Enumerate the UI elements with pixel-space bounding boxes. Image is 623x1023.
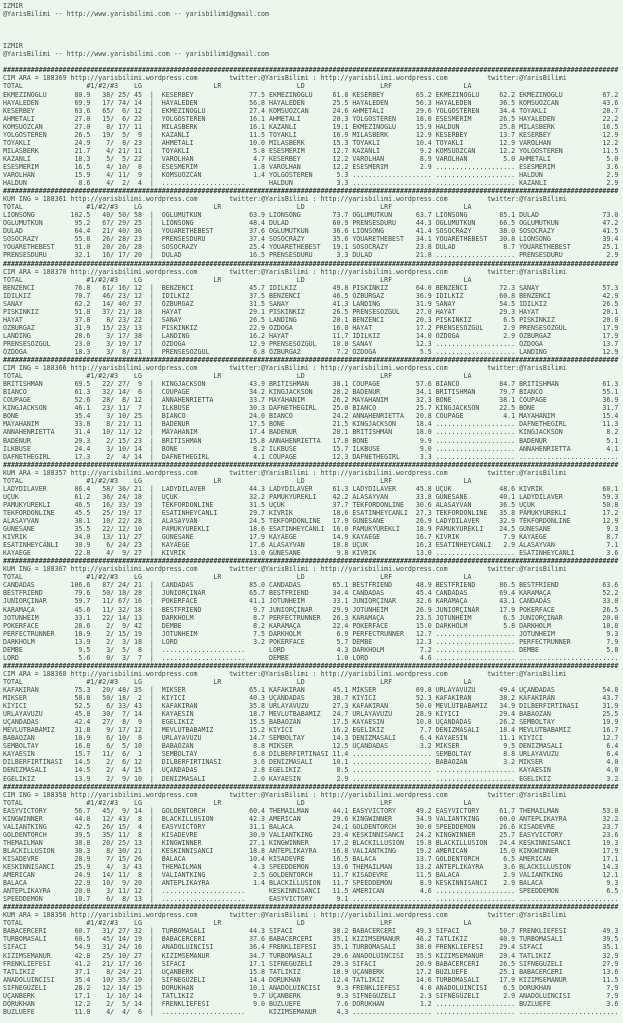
table-row: MIKSER 58.8 50/ 18/ 2 | KIYICI 40.3 UÇANDADAS 38.7 KIYICI 52.3 KAFAKIRAN 38.2 KAFAKIRAN 43.7: [3, 694, 619, 703]
table-row: ESATINHEYCANLI 30.9 6/ 24/ 23 | KAYAEGE 17.6 ALASAYVAN 10.8 UÇUK 16.3 ESATINHEYCANLI 2.9 ALASAYVAN 7.1: [3, 541, 619, 550]
column-header: TOTAL #1/#2/#3 LG LR LD LRF LA: [3, 476, 472, 485]
table-row: BIANCO 61.3 32/ 14/ 6 | COUPAGE 34.2 KINGJACKSON 28.2 BADENUR 34.1 BRITISHMAN 79.7 BIANCO 55.1: [3, 388, 619, 397]
table-row: JOTUNHEIM 33.1 22/ 14/ 13 | DARKHOLM 8.7 PERFECTRUNNER 26.3 KARAMAÇA 23.5 JOTUNHEIM 6.5 JUNIORÇINAR 20.0: [3, 613, 619, 622]
table-row: VAROLHAN 15.9 4/ 11/ 9 | KOMSUÖZCAN 1.4 YOLGÖSTEREN 5.3 .................... .................... HALDUN 2.9: [3, 170, 619, 179]
table-row: ANTEPLIKAYRA 20.0 3/ 11/ 12 | ..................... KESKINNISANCI 11.5 AMERICAN 4.6 .................... SPEEDDEMON 6.5: [3, 887, 619, 896]
table-row: ESESMERIM 16.5 4/ 10/ 8 | ESESMERIM 1.8 VAROLHAN 12.2 ESESMERIM 2.9 .................... ESESMERIM 3.6: [3, 162, 619, 171]
race-section: [3, 783, 623, 904]
table-row: DORUKHAN 12.2 2/ 5/ 14 | FRENKLIEFESI 9.0 BUZLUEFE 7.6 DORUKHAN 1.2 .................... BUZLUEFE 3.6: [3, 999, 619, 1008]
table-row: CANDADAS 106.6 87/ 24/ 21 | CANDADAS 85.0 CANDADAS 65.1 BESTFRIEND 48.9 BESTFRIEND 86.5 BESTFRIEND 63.6: [3, 581, 619, 590]
section-title: KUM ARA = 188356 http://yarisbilimi.wordpress.com twitter:@YarisBilimi : http://yarisbilimi.wordpress.com twitter:@YarisBilimi: [3, 911, 567, 920]
table-row: VALIANTKING 42.5 26/ 15/ 4 | EASYVICTORY 31.1 BALACA 24.1 GOLDENTORCH 30.0 SPEEDDEMON 26.6 KISADEVRE 23.7: [3, 822, 619, 831]
table-row: ALASAYVAN 38.1 10/ 22/ 28 | ALASAYVAN 24.5 TEKFORDONLINE 17.9 GÜNESANE 26.9 LADYDILAVER 32.9 TEKFORDONLINE 12.9: [3, 517, 619, 525]
race-section: [3, 66, 623, 187]
table-row: PRENSESÖZGÜL 23.0 3/ 19/ 17 | ÖZDOGA 12.9 PRENSESÖZGÜL 10.0 SANAY 12.3 .................... ÖZDOGA 13.7: [3, 339, 619, 348]
table-row: BADENUR 29.3 2/ 15/ 23 | BRITISHMAN 15.8 ANNAHENRIETTA 17.8 BONE 9.9 .................... BADENUR 5.1: [3, 436, 619, 445]
table-row: KAZANLI 18.3 5/ 5/ 22 | VAROLHAN 4.7 KESERBEY 12.2 VAROLHAN 8.9 VAROLHAN 5.0 AHMETALI 5.0: [3, 154, 619, 163]
table-row: TOYAKLI 24.9 7/ 8/ 23 | AHMETALI 10.0 MILASBERK 15.3 TOYAKLI 10.4 TOYAKLI 12.9 VAROLHAN 12.2: [3, 138, 619, 147]
section-separator: ###########################################################################################################################################################: [3, 557, 619, 566]
table-row: KESKINNISANCI 25.9 4/ 3/ 43 | THEMAILMAN 4.3 SPEEDDEMON 13.6 THEMAILMAN 13.2 ANTEPLIKAYRA 3.6 BLACKILLUSION 14.3: [3, 863, 619, 872]
table-row: BRITISHMAN 69.5 22/ 27/ 9 | KINGJACKSON 43.9 BRITISHMAN 38.1 COUPAGE 57.6 BIANCO 84.7 BRITISHMAN 61.3: [3, 380, 619, 389]
table-row: SIFACI 54.9 31/ 24/ 16 | ANADOLUINCISI 36.4 FRENKLIEFESI 35.1 TURBOMASALI 38.0 FRENKLIEFESI 29.4 SIFACI 35.1: [3, 943, 619, 952]
table-row: COUPAGE 52.6 28/ 8/ 12 | ANNAHENRIETTA 33.7 MAYAHANIM 26.2 MAYAHANIM 32.3 BONE 38.1 COUPAGE 36.9: [3, 396, 619, 405]
table-row: HAYALEDEN 69.9 17/ 74/ 14 | HAYALEDEN 56.8 HAYALEDEN 25.5 HAYALEDEN 56.3 HAYALEDEN 36.5 KOMSUÖZCAN 43.6: [3, 98, 619, 107]
table-row: GOLDENTORCH 39.5 35/ 11/ 8 | KISADEVRE 30.9 VALIANTKING 23.4 KESKINNISANCI 24.2 KINGWINNER 25.7 EASYVICTORY 23.6: [3, 830, 619, 839]
table-row: FRENKLIEFESI 41.2 21/ 17/ 16 | SIFACI 17.1 SIFNEGÜZELI 29.3 SIFACI 20.9 BABACERCERI 26.5 SIFNEGÜZELI 27.9: [3, 959, 619, 968]
table-row: AHMETALI 27.0 15/ 6/ 22 | YOLGÖSTEREN 16.1 AHMETALI 20.3 YOLGÖSTEREN 18.0 ESESMERIM 26.5 HAYALEDEN 22.2: [3, 114, 619, 123]
table-row: KINGJACKSON 46.1 23/ 11/ 7 | ILKBUSE 30.3 DAFNETHEGIRL 25.0 BIANCO 25.7 KINGJACKSON 22.5 BONE 31.7: [3, 404, 619, 413]
table-row: EASYVICTORY 56.7 45/ 9/ 14 | GOLDENTORCH 60.4 THEMAILMAN 44.1 EASYVICTORY 49.2 EASYVICTORY 61.7 THEMAILMAN 53.0: [3, 806, 619, 815]
column-header: TOTAL #1/#2/#3 LG LR LD LRF LA: [3, 919, 472, 928]
column-header: TOTAL #1/#2/#3 LG LR LD LRF LA: [3, 372, 472, 381]
column-header: TOTAL #1/#2/#3 LG LR LD LRF LA: [3, 573, 472, 582]
table-row: HALDUN 8.6 4/ 2/ 4 | ..................... HALDUN 3.3 .................... .................... KAZANLI 2.9: [3, 179, 619, 188]
table-row: KIZIMSEMANUR 42.8 25/ 10/ 27 | KIZIMSEMANUR 34.7 TURBOMASALI 29.6 ANADOLUINCISI 35.5 KIZIMSEMANUR 29.4 TATLIKIZ 32.9: [3, 951, 619, 960]
table-row: PRENSESDURU 32.1 16/ 17/ 20 | DULAD 16.5 PRENSESDURU 3.3 DULAD 21.8 .................... PRENSESDURU 2.9: [3, 251, 619, 260]
section-title: CIM ARA = 188368 http://yarisbilimi.wordpress.com twitter:@YarisBilimi : http://yarisbilimi.wordpress.com twitter:@YarisBilimi: [3, 669, 567, 678]
table-row: BESTFRIEND 79.6 50/ 18/ 28 | JUNIORÇINAR 65.7 BESTFRIEND 34.4 CANDADAS 45.4 CANDADAS 69.4 KARAMAÇA 52.2: [3, 589, 619, 598]
table-row: TURBOMASALI 60.5 45/ 14/ 19 | BABACERCERI 37.6 BABACERCERI 35.1 KIZIMSEMANUR 46.2 TATLIKIZ 40.9 TURBOMASALI 39.5: [3, 935, 619, 944]
table-row: KOMSUÖZCAN 27.0 8/ 17/ 11 | MILASBERK 16.1 KAZANLI 19.1 EKMEZINOGLU 15.9 HALDUN 25.8 MILASBERK 16.5: [3, 122, 619, 131]
race-section: [3, 356, 623, 461]
column-header: TOTAL #1/#2/#3 LG LR LD LRF LA: [3, 275, 472, 284]
table-row: THEMAILMAN 38.8 20/ 25/ 13 | KINGWINNER 27.1 KINGWINNER 17.2 BLACKILLUSION 19.8 BLACKILLUSION 24.4 KESKINNISANCI 19.3: [3, 838, 619, 847]
table-row: BENZENCI 76.8 61/ 16/ 12 | BENZENCI 45.7 IDILKIZ 49.8 PISKINKIZ 64.0 BENZENCI 72.3 SANAY 57.3: [3, 283, 619, 292]
table-row: EKMEZINOGLU 80.9 38/ 25/ 45 | KESERBEY 77.5 EKMEZINOGLU 61.8 KESERBEY 65.2 EKMEZINOGLU 62.2 EKMEZINOGLU 67.2: [3, 90, 619, 99]
section-separator: ###########################################################################################################################################################: [3, 903, 619, 912]
blank-line: [3, 26, 623, 34]
table-row: PAMUKYÜREKLI 46.5 16/ 33/ 19 | TEKFORDONLINE 31.5 UÇUK 37.7 TEKFORDONLINE 30.6 ALASAYVAN 36.5 UÇUK 50.8: [3, 500, 619, 509]
section-separator: ###########################################################################################################################################################: [3, 356, 619, 365]
blank-line: [3, 18, 623, 26]
column-header: TOTAL #1/#2/#3 LG LR LD LRF LA: [3, 203, 472, 212]
table-row: BUZLUEFE 11.0 4/ 4/ 6 | ..................... KIZIMSEMANUR 4.3 .................... .................... .........................: [3, 1007, 619, 1016]
column-header: TOTAL #1/#2/#3 LG LR LD LRF LA: [3, 677, 472, 686]
table-row: ÖZDOGA 18.3 3/ 8/ 21 | PRENSESÖZGÜL 6.8 ÖZBURGAZ 7.2 ÖZDOGA 5.5 .................... LANDING 12.9: [3, 348, 619, 357]
table-row: SANAY 62.2 14/ 40/ 37 | ÖZBURGAZ 31.5 SANAY 41.3 LANDING 31.9 SANAY 54.5 IDILKIZ 26.5: [3, 299, 619, 308]
byline: @YarisBilimi -- http://www.yarisbilimi.com -- yarisbilimi@gmail.com: [3, 50, 269, 59]
table-row: OGLUMUTKUN 95.2 67/ 29/ 25 | LIONSONG 48.4 DULAD 60.9 PRENSESDURU 44.3 OGLUMUTKUN 66.5 OGLUMUTKUN 47.2: [3, 219, 619, 228]
table-row: KIVRIK 34.0 13/ 11/ 27 | GÜNESANE 17.9 KAYAEGE 14.9 KAYAEGE 16.7 KIVRIK 7.9 KAYAEGE 8.7: [3, 533, 619, 542]
table-row: KARAMAÇA 45.6 11/ 32/ 18 | BESTFRIEND 9.7 JUNIORÇINAR 29.9 JOTUNHEIM 26.9 JUNIORÇINAR 17.9 POKERFACE 26.5: [3, 605, 619, 614]
race-section: [3, 260, 623, 357]
table-row: DENIZMASALI 14.5 2/ 4/ 15 | UÇANDADAS 2.8 EGELIKIZ 8.5 .................... .................... KAYAESIN 4.0: [3, 766, 619, 775]
blank-line: [3, 58, 623, 66]
table-row: URLAYAVUZU 45.8 30/ 7/ 14 | KAYAESIN 18.7 MEVLÜTBABAMIZ 24.7 URLAYAVUZU 28.9 KIYICI 29.4 BABAOZAN 25.5: [3, 710, 619, 719]
table-row: MAYAHANIM 33.8 8/ 21/ 11 | BADENUR 17.5 BONE 21.5 KINGJACKSON 18.4 .................... DAFNETHEGIRL 11.3: [3, 420, 619, 429]
table-row: SOSOCRAZY 55.8 26/ 28/ 23 | PRENSESDURU 37.4 SOSOCRAZY 35.6 YOUARETHEBEST 34.1 YOUARETHEBEST 30.8 LIONSONG 39.4: [3, 235, 619, 244]
table-row: DILBERFIRTINASI 14.5 2/ 6/ 12 | DILBERFIRTINASI 3.6 DENIZMASALI 10.1 .................... BABAOZAN 3.2 MIKSER 4.0: [3, 758, 619, 767]
race-section: [3, 662, 623, 783]
table-row: SEMBOLTAY 16.8 6/ 5/ 10 | BABAOZAN 8.8 MIKSER 12.5 UÇANDADAS 3.2 MIKSER 9.5 DENIZMASALI 6.4: [3, 742, 619, 751]
race-section: [3, 903, 623, 1016]
table-row: GÜNESANE 35.5 22/ 12/ 10 | PAMUKYÜREKLI 18.6 ESATINHEYCANLI 16.0 PAMUKYÜREKLI 18.9 PAMUKYÜREKLI 24.5 GÜNESANE 9.3: [3, 525, 619, 534]
race-section: [3, 557, 623, 662]
table-row: BABACERCERI 60.7 31/ 27/ 32 | TURBOMASALI 44.3 SIFACI 38.2 BABACERCERI 49.3 SIFACI 50.7 FRENKLIEFESI 49.3: [3, 927, 619, 936]
table-row: EGELIKIZ 13.9 2/ 9/ 10 | DENIZMASALI 2.0 KAYAESIN 2.9 .................... .................... EGELIKIZ 3.2: [3, 774, 619, 783]
table-row: JUNIORÇINAR 59.7 11/ 67/ 16 | POKERFACE 41.1 JOTUNHEIM 33.1 JUNIORÇINAR 32.6 KARAMAÇA 43.1 CANDADAS 33.0: [3, 597, 619, 606]
table-row: LANDING 28.6 3/ 17/ 38 | LANDING 16.2 HAYAT 11.7 IDILKIZ 14.0 ÖZDOGA 2.9 ÖZBURGAZ 17.9: [3, 331, 619, 340]
table-row: LORD 5.6 0/ 3/ 7 | ..................... DEMBE 1.0 LORD 4.6 .................... .........................: [3, 653, 619, 662]
table-row: ANADOLUINCISI 35.4 10/ 35/ 10 | SIFNEGÜZELI 14.4 DORUKHAN 12.4 TATLIKIZ 14.6 TURBOMASALI 17.9 KIZIMSEMANUR 11.5: [3, 975, 619, 984]
race-section: [3, 187, 623, 259]
location-title: IZMIR: [3, 42, 23, 51]
table-row: SPEEDDEMON 18.7 6/ 8/ 13 | ..................... EASYVICTORY 9.1 .................... .................... .........................: [3, 895, 619, 904]
section-title: CIM ING = 188358 http://yarisbilimi.wordpress.com twitter:@YarisBilimi : http://yarisbilimi.wordpress.com twitter:@YarisBilimi: [3, 790, 567, 799]
table-row: MEVLÜTBABAMIZ 31.8 9/ 17/ 12 | MEVLÜTBABAMIZ 15.2 KIYICI 16.2 EGELIKIZ 7.7 DENIZMASALI 18.4 MEVLÜTBABAMIZ 16.7: [3, 726, 619, 735]
table-row: YOLGÖSTEREN 26.5 19/ 5/ 9 | KAZANLI 11.5 TOYAKLI 16.9 MILASBERK 12.9 KESERBEY 13.7 KESERBEY 12.9: [3, 130, 619, 139]
table-row: PERFECTRUNNER 18.9 2/ 15/ 19 | JOTUNHEIM 7.5 DARKHOLM 6.9 PERFECTRUNNER 12.7 .................... JOTUNHEIM 9.3: [3, 629, 619, 638]
blank-line: [3, 34, 623, 42]
table-row: YOUARETHEBEST 51.0 20/ 26/ 28 | SOSOCRAZY 25.4 YOUARETHEBEST 19.1 SOSOCRAZY 23.8 DULAD 8.7 YOUARETHEBEST 25.1: [3, 243, 619, 252]
table-row: BALACA 22.9 10/ 9/ 20 | ANTEPLIKAYRA 1.4 BLACKILLUSION 11.7 SPEEDDEMON 8.9 KESKINNISANCI 2.9 BALACA 9.3: [3, 879, 619, 888]
table-row: ÖZBURGAZ 31.9 15/ 23/ 13 | PISKINKIZ 22.9 ÖZDOGA 16.0 HAYAT 17.2 PRENSESÖZGÜL 2.9 PRENSESÖZGÜL 17.9: [3, 323, 619, 332]
table-row: TEKFORDONLINE 45.5 25/ 19/ 17 | ESATINHEYCANLI 29.7 KIVRIK 18.6 ESATINHEYCANLI 27.3 TEKFORDONLINE 35.8 PAMUKYÜREKLI 17.2: [3, 508, 619, 517]
table-row: DULAD 64.4 21/ 40/ 36 | YOUARETHEBEST 37.6 OGLUMUTKUN 36.6 LIONSONG 41.4 SOSOCRAZY 38.0 SOSOCRAZY 41.5: [3, 227, 619, 236]
table-row: ILKBUSE 24.4 3/ 10/ 14 | BONE 8.2 ILKBUSE 15.7 ILKBUSE 9.0 .................... ANNAHENRIETTA 4.1: [3, 444, 619, 453]
section-separator: ###########################################################################################################################################################: [3, 661, 619, 670]
table-row: KAFAKIRAN 75.3 20/ 48/ 35 | MIKSER 65.1 KAFAKIRAN 45.1 MIKSER 69.8 URLAYAVUZU 49.4 UÇANDADAS 54.8: [3, 685, 619, 694]
table-row: UÇANDADAS 42.4 27/ 8/ 9 | EGELIKIZ 15.5 BABAOZAN 17.5 KAYAESIN 10.8 UÇANDADAS 26.2 SEMBOLTAY 19.9: [3, 718, 619, 727]
section-separator: ###########################################################################################################################################################: [3, 259, 619, 268]
column-header: TOTAL #1/#2/#3 LG LR LD LRF LA: [3, 798, 472, 807]
table-row: BLACKILLUSION 38.3 8/ 30/ 21 | KESKINNISANCI 18.8 ANTEPLIKAYRA 16.8 VALIANTKING 19.2 AMERICAN 15.0 KINGWINNER 17.9: [3, 846, 619, 855]
table-row: BONE 35.4 3/ 10/ 25 | BIANCO 24.0 BIANCO 24.2 ANNAHENRIETTA 20.8 COUPAGE 4.1 MAYAHANIM 15.4: [3, 412, 619, 421]
table-row: PISKINKIZ 51.8 37/ 21/ 18 | HAYAT 29.1 PISKINKIZ 26.5 PRENSESÖZGÜL 27.0 HAYAT 29.3 HAYAT 20.1: [3, 307, 619, 316]
table-row: ANNAHENRIETTA 31.4 10/ 11/ 12 | MAYAHANIM 17.4 BADENUR 20.1 BRITISHMAN 18.0 .................... KINGJACKSON 8.2: [3, 428, 619, 437]
section-title: KUM ING = 188361 http://yarisbilimi.wordpress.com twitter:@YarisBilimi : http://yarisbilimi.wordpress.com twitter:@YarisBilimi: [3, 195, 567, 204]
race-section: [3, 461, 623, 558]
table-row: KESERBEY 63.6 65/ 6/ 12 | EKMEZINOGLU 27.4 KOMSUÖZCAN 24.6 AHMETALI 29.6 YOLGÖSTEREN 34.4 TOYAKLI 28.7: [3, 106, 619, 115]
table-row: MILASBERK 21.7 4/ 21/ 11 | TOYAKLI 5.8 ESESMERIM 12.7 KAZANLI 9.2 KOMSUÖZCAN 12.2 YOLGÖSTEREN 11.5: [3, 146, 619, 155]
table-row: HAYAT 37.8 8/ 23/ 22 | SANAY 26.5 LANDING 20.1 BENZENCI 20.3 PISKINKIZ 6.5 PISKINKIZ 20.0: [3, 315, 619, 324]
section-title: KUM ING = 188367 http://yarisbilimi.wordpress.com twitter:@YarisBilimi : http://yarisbilimi.wordpress.com twitter:@YarisBilimi: [3, 565, 567, 574]
table-row: UÇANBERK 17.1 1/ 16/ 14 | TATLIKIZ 9.7 UÇANBERK 9.3 SIFNEGÜZELI 2.3 SIFNEGÜZELI 2.9 ANADOLUINCISI 7.9: [3, 991, 619, 1000]
table-row: KISADEVRE 28.9 7/ 15/ 26 | BALACA 10.4 KISADEVRE 16.5 BALACA 13.7 GOLDENTORCH 6.5 AMERICAN 17.1: [3, 854, 619, 863]
table-row: POKERFACE 28.6 2/ 9/ 42 | DEMBE 8.2 KARAMAÇA 22.4 POKERFACE 15.0 DARKHOLM 5.8 DARKHOLM 10.8: [3, 621, 619, 630]
section-title: CIM ING = 188366 http://yarisbilimi.wordpress.com twitter:@YarisBilimi : http://yarisbilimi.wordpress.com twitter:@YarisBilimi: [3, 364, 567, 373]
table-row: KAYAESIN 15.7 11/ 6/ 1 | SEMBOLTAY 6.8 DILBERFIRTINASI 11.4 .................... SEMBOLTAY 8.8 URLAYAVUZU 6.4: [3, 750, 619, 759]
section-separator: ###########################################################################################################################################################: [3, 782, 619, 791]
table-row: SIFNEGÜZELI 28.2 12/ 14/ 15 | DORUKHAN 10.1 ANADOLUINCISI 9.3 FRENKLIEFESI 4.0 ANADOLUINCISI 6.5 DORUKHAN 7.9: [3, 983, 619, 992]
section-title: CIM ARA = 188370 http://yarisbilimi.wordpress.com twitter:@YarisBilimi : http://yarisbilimi.wordpress.com twitter:@YarisBilimi: [3, 267, 567, 276]
table-row: TATLIKIZ 37.1 8/ 24/ 21 | UÇANBERK 15.8 TATLIKIZ 18.9 UÇANBERK 17.2 BUZLUEFE 25.1 BABACERCERI 13.6: [3, 967, 619, 976]
table-row: KIYICI 52.5 6/ 33/ 43 | KAFAKIRAN 35.8 URLAYAVUZU 27.3 KAFAKIRAN 50.0 MEVLÜTBABAMIZ 34.9 DILBERFIRTINASI 31.9: [3, 702, 619, 711]
section-separator: ###########################################################################################################################################################: [3, 66, 619, 75]
table-row: BABAOZAN 18.9 6/ 10/ 8 | URLAYAVUZU 14.7 SEMBOLTAY 14.3 DENIZMASALI 6.4 KAYAESIN 11.1 KIYICI 12.7: [3, 734, 619, 743]
section-title: CIM ARA = 188369 http://yarisbilimi.wordpress.com twitter:@YarisBilimi : http://yarisbilimi.wordpress.com twitter:@YarisBilimi: [3, 74, 567, 83]
table-row: DEMBE 9.5 3/ 5/ 8 | ..................... LORD 4.3 DARKHOLM 7.2 .................... DEMBE 5.8: [3, 645, 619, 654]
table-row: KAYAEGE 22.8 4/ 9/ 27 | KIVRIK 13.0 GÜNESANE 9.8 KIVRIK 13.0 .................... ESATINHEYCANLI 3.6: [3, 549, 619, 558]
table-row: AMERICAN 24.9 14/ 11/ 8 | VALIANTKING 2.5 GOLDENTORCH 11.7 KISADEVRE 11.5 BALACA 2.9 VALIANTKING 12.1: [3, 871, 619, 880]
table-row: LIONSONG 102.5 40/ 50/ 58 | OGLUMUTKUN 63.9 LIONSONG 73.7 OGLUMUTKUN 63.7 LIONSONG 85.1 DULAD 73.0: [3, 211, 619, 220]
table-row: DAFNETHEGIRL 17.3 2/ 4/ 14 | DAFNETHEGIRL 4.1 COUPAGE 12.3 DAFNETHEGIRL 3.3 .................... .........................: [3, 452, 619, 461]
table-row: DARKHOLM 13.9 2/ 3/ 18 | LORD 3.2 POKERFACE 5.7 DEMBE 12.3 .................... PERFECTRUNNER 7.9: [3, 637, 619, 646]
section-separator: ###########################################################################################################################################################: [3, 460, 619, 469]
section-separator: ###########################################################################################################################################################: [3, 187, 619, 196]
section-title: KUM ARA = 188357 http://yarisbilimi.wordpress.com twitter:@YarisBilimi : http://yarisbilimi.wordpress.com twitter:@YarisBilimi: [3, 468, 567, 477]
table-row: UÇUK 61.2 36/ 24/ 18 | UÇUK 32.2 PAMUKYÜREKLI 42.2 ALASAYVAN 33.8 GÜNESANE 40.1 LADYDILAVER 59.3: [3, 492, 619, 501]
table-row: IDILKIZ 70.7 46/ 23/ 12 | IDILKIZ 37.5 BENZENCI 46.5 ÖZBURGAZ 36.9 IDILKIZ 60.8 BENZENCI 42.9: [3, 291, 619, 300]
location-title: IZMIR: [3, 2, 23, 10]
column-header: TOTAL #1/#2/#3 LG LR LD LRF LA: [3, 82, 472, 91]
byline: @YarisBilimi -- http://www.yarisbilimi.com -- yarisbilimi@gmail.com: [3, 10, 269, 19]
table-row: KINGWINNER 44.0 12/ 43/ 8 | BLACKILLUSION 42.3 AMERICAN 29.6 KINGWINNER 34.9 VALIANTKING 60.0 ANTEPLIKAYRA 32.2: [3, 814, 619, 823]
table-row: LADYDILAVER 86.4 58/ 36/ 21 | LADYDILAVER 44.3 LADYDILAVER 61.3 LADYDILAVER 45.8 UÇUK 48.6 KIVRIK 60.1: [3, 484, 619, 493]
race-sections: [3, 66, 623, 1016]
